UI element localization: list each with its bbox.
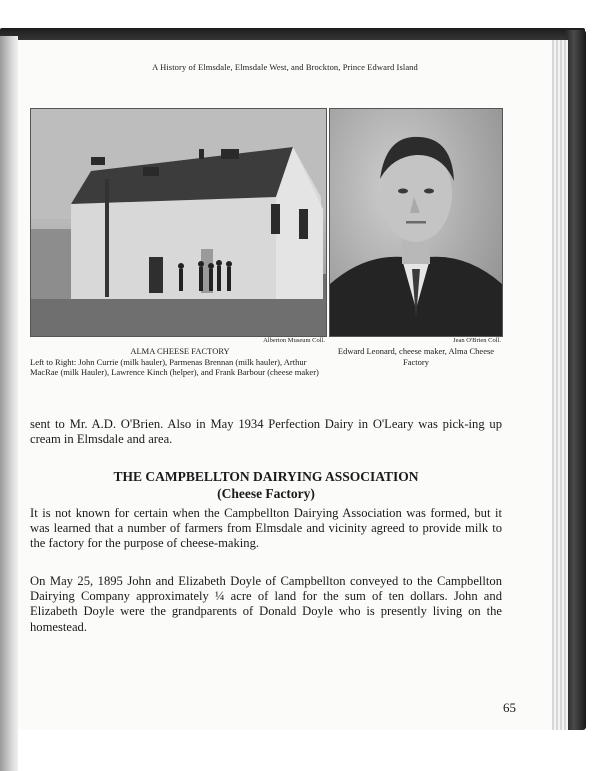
section-heading [30,468,502,502]
portrait-photo-credit: Jean O'Brien Coll. [453,337,501,344]
section-heading-subtitle: (Cheese Factory) [217,486,315,501]
body-paragraph-3: On May 25, 1895 John and Elizabeth Doyle of Campbellton conveyed to the Campbellton Dairying Company approximately ¼ acre of land for the sum of ten dollars. John and Elizabeth Doyle were the grandparents of Donald Doyle who is presently living on the homestead. [30,574,502,634]
factory-caption [30,346,330,378]
factory-caption-text: Left to Right: John Currie (milk hauler), Parmenas Brennan (milk hauler), Arthur MacRae (milk Hauler), Lawrence Kinch (helper), and Frank Barbour (cheese maker) [30,356,319,377]
factory-photo-credit: Alberton Museum Coll. [263,337,325,344]
section-heading-title: THE CAMPBELLTON DAIRYING ASSOCIATION [113,469,419,484]
body-paragraph-1: sent to Mr. A.D. O'Brien. Also in May 1934 Perfection Dairy in O'Leary was pick-ing up cream in Elmsdale and area. [30,417,502,447]
running-header: A History of Elmsdale, Elmsdale West, and Brockton, Prince Edward Island [152,62,418,72]
factory-caption-title: ALMA CHEESE FACTORY [130,346,230,356]
page-number: 65 [503,700,516,715]
book-page [18,40,552,730]
body-paragraph-2: It is not known for certain when the Campbellton Dairying Association was formed, but it was learned that a number of farmers from Elmsdale and vicinity agreed to provide milk to the factory for the purpose of cheese-making. [30,506,502,551]
portrait-photo [329,108,503,337]
book-binding [0,36,18,771]
portrait-caption: Edward Leonard, cheese maker, Alma Cheese Factory [337,346,495,367]
portrait-illustration [330,109,502,336]
book-cover-right [566,30,586,730]
factory-photo-illustration [31,109,326,336]
factory-photo [30,108,327,337]
